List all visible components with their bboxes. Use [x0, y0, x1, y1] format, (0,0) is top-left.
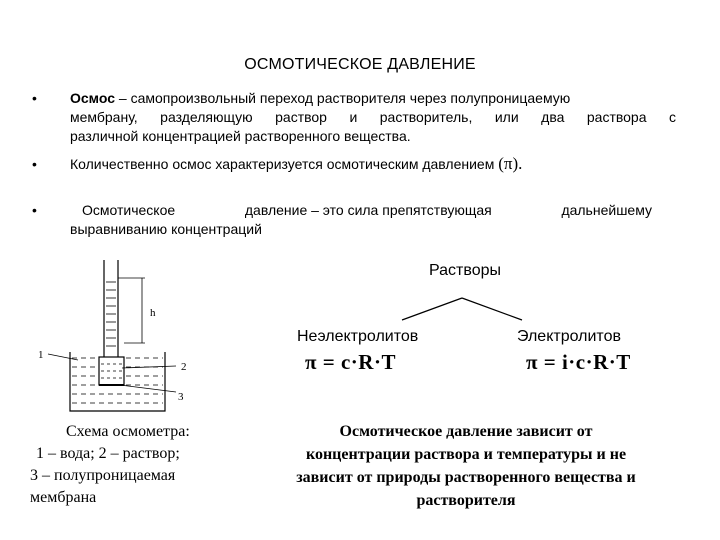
definition-part-b: давление – это сила препятствующая	[244, 202, 492, 218]
nonelectrolyte-formula: π = c·R·T	[305, 350, 396, 374]
caption-line-1: Схема осмометра:	[66, 423, 190, 440]
branch-to-electrolytes	[462, 298, 522, 320]
electrolytes-label: Электролитов	[517, 328, 621, 345]
caption-line-3: 3 – полупроницаемая	[30, 467, 176, 484]
definition-part-a: Осмотическое	[82, 202, 176, 218]
tube-liquid-dashes	[106, 282, 116, 346]
leader-1	[48, 354, 78, 360]
definition-line-2: выравниванию концентраций	[70, 221, 262, 237]
bullet-marker-1: •	[32, 90, 37, 106]
osmosis-line-2: мембрану, разделяющую раствор и растворитель, или два раствора с	[70, 109, 676, 125]
osmosis-line-3: различной концентрацией растворенного вещества.	[70, 128, 411, 144]
osmometer-caption	[30, 421, 220, 509]
conclusion-line-4: растворителя	[416, 492, 516, 509]
pi-symbol: (π).	[498, 154, 523, 173]
label-h: h	[150, 307, 156, 319]
conclusion-line-1: Осмотическое давление зависит от	[339, 423, 593, 440]
caption-line-2: 1 – вода; 2 – раствор;	[36, 445, 180, 462]
leader-3	[120, 385, 176, 392]
bullet-marker-3: •	[32, 202, 37, 218]
conclusion-line-3: зависит от природы растворенного вещества и	[296, 469, 636, 486]
osmotic-pressure-text: Количественно осмос характеризуется осмотическим давлением	[70, 156, 499, 172]
solutions-heading: Растворы	[429, 262, 501, 279]
osmosis-term: Осмос	[70, 90, 116, 106]
label-2: 2	[181, 361, 187, 373]
branch-to-nonelectrolytes	[402, 298, 462, 320]
conclusion-text	[248, 420, 684, 512]
conclusion-line-2: концентрации раствора и температуры и не	[305, 446, 627, 463]
label-1: 1	[38, 349, 44, 361]
label-3: 3	[178, 391, 184, 403]
definition-part-c: дальнейшему	[561, 202, 652, 218]
osmosis-line-1-rest: – самопроизвольный переход растворителя через полупроницаемую	[115, 90, 571, 106]
electrolyte-formula: π = i·c·R·T	[526, 350, 631, 374]
nonelectrolytes-label: Неэлектролитов	[297, 328, 419, 345]
slide-title: ОСМОТИЧЕСКОЕ ДАВЛЕНИЕ	[244, 56, 476, 73]
caption-line-4: мембрана	[30, 489, 97, 506]
bullet-marker-2: •	[32, 156, 37, 172]
